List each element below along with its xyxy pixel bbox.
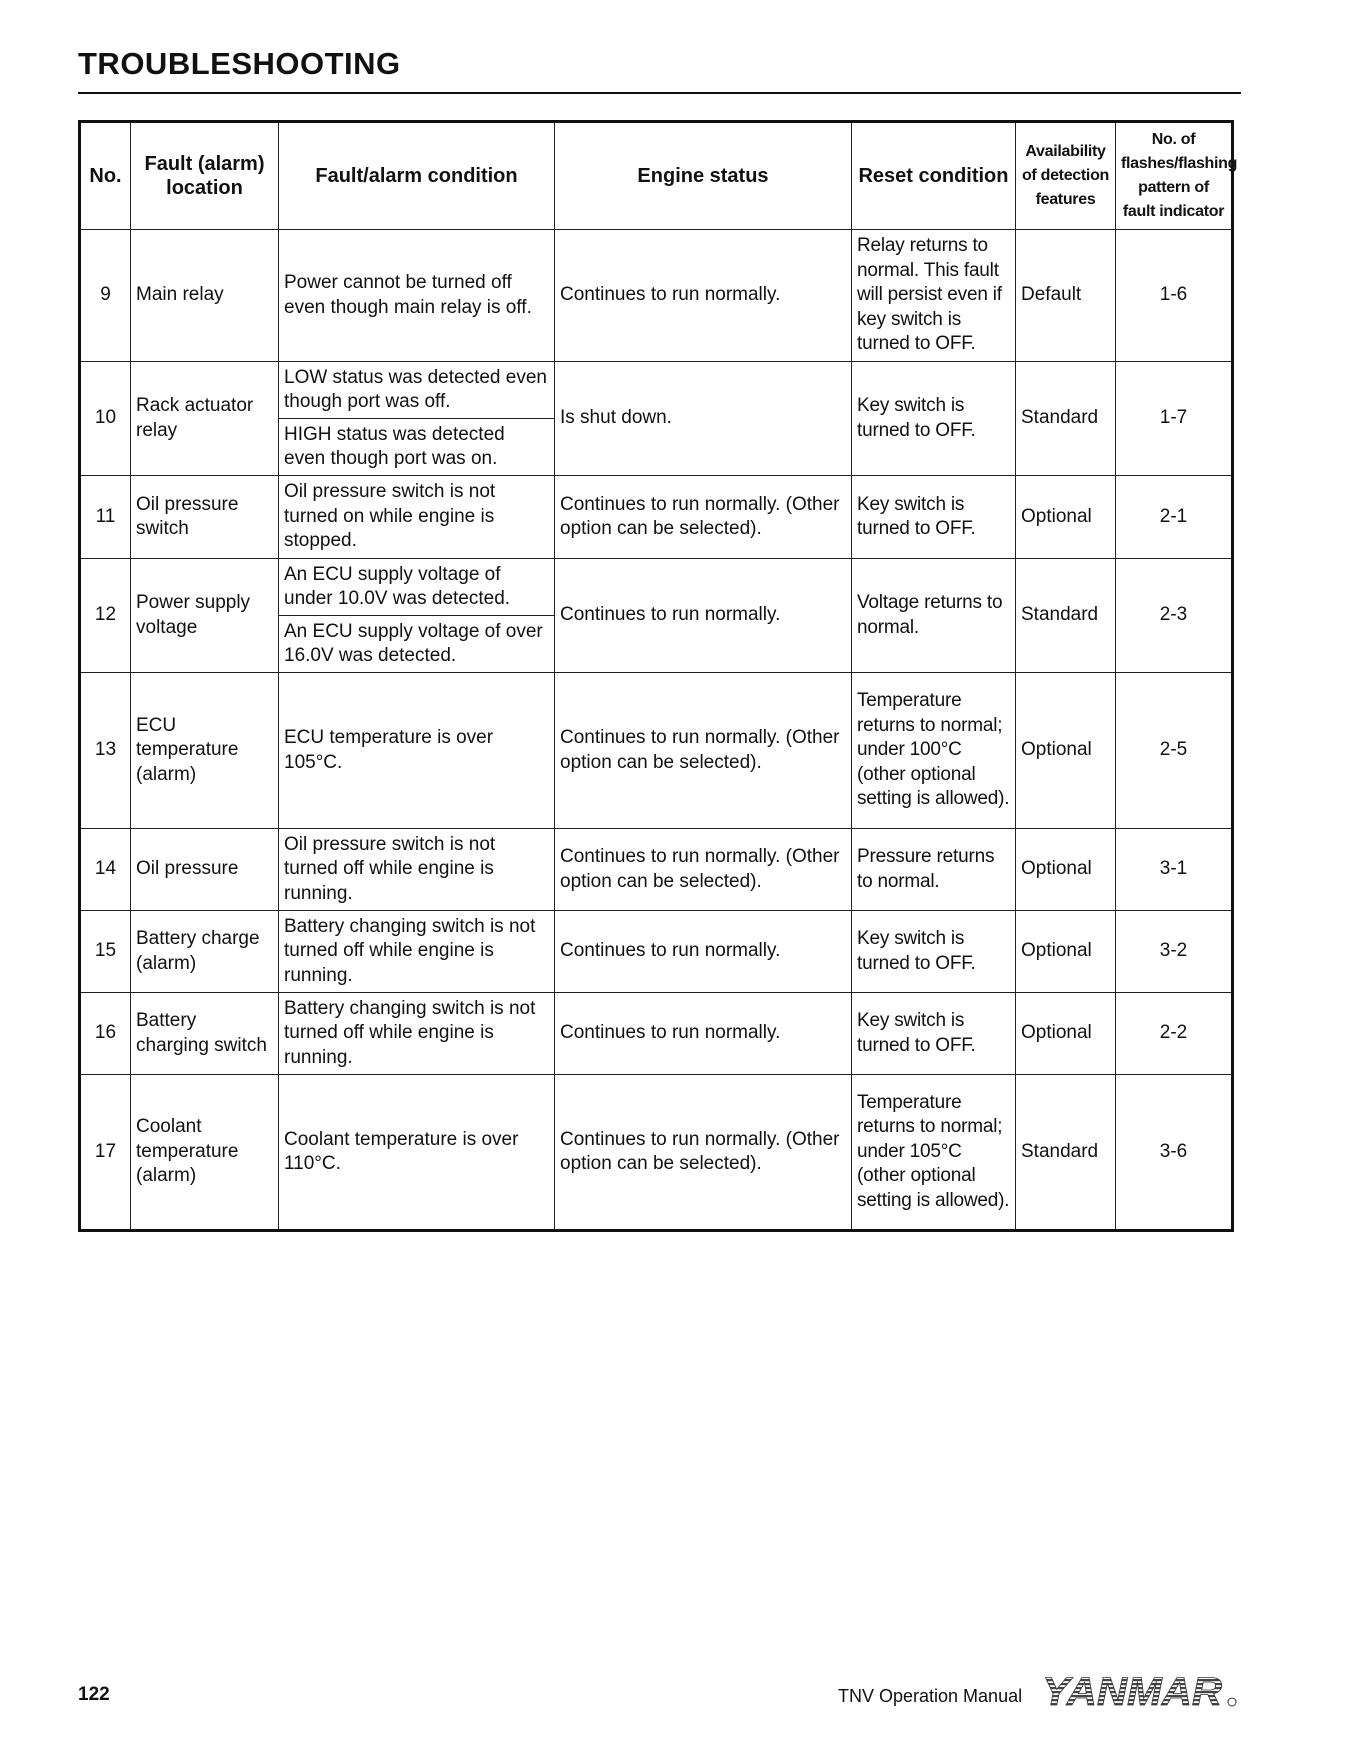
table-row — [80, 476, 1233, 559]
fault-location: Coolant temperature (alarm) — [131, 1075, 279, 1231]
fault-number: 11 — [80, 476, 131, 559]
table-row — [80, 829, 1233, 911]
fault-location: Battery charging switch — [131, 993, 279, 1075]
detection-availability: Default — [1016, 230, 1116, 362]
title-divider — [78, 92, 1241, 94]
fault-condition: ECU temperature is over 105°C. — [279, 673, 555, 829]
detection-availability: Optional — [1016, 476, 1116, 559]
fault-condition: Battery changing switch is not turned off while engine is running. — [279, 993, 555, 1075]
fault-condition: Coolant temperature is over 110°C. — [279, 1075, 555, 1231]
fault-location: ECU temperature (alarm) — [131, 673, 279, 829]
table-row — [80, 559, 1233, 616]
fault-number: 16 — [80, 993, 131, 1075]
fault-number: 17 — [80, 1075, 131, 1231]
fault-location: Power supply voltage — [131, 559, 279, 673]
fault-number: 15 — [80, 911, 131, 993]
column-header-location: Fault (alarm) location — [131, 122, 279, 230]
detection-availability: Standard — [1016, 362, 1116, 476]
flash-pattern: 3-6 — [1116, 1075, 1233, 1231]
detection-availability: Standard — [1016, 559, 1116, 673]
yanmar-logo — [1040, 1671, 1240, 1711]
registered-mark-icon — [1228, 1698, 1236, 1706]
reset-condition: Temperature returns to normal; under 100°C (other optional setting is allowed). — [852, 673, 1016, 829]
flash-pattern: 2-1 — [1116, 476, 1233, 559]
fault-location: Oil pressure switch — [131, 476, 279, 559]
engine-status: Continues to run normally. (Other option can be selected). — [555, 829, 852, 911]
reset-condition: Pressure returns to normal. — [852, 829, 1016, 911]
fault-number: 13 — [80, 673, 131, 829]
engine-status: Continues to run normally. — [555, 911, 852, 993]
detection-availability: Standard — [1016, 1075, 1116, 1231]
fault-location: Rack actuator relay — [131, 362, 279, 476]
flash-pattern: 1-7 — [1116, 362, 1233, 476]
fault-location: Oil pressure — [131, 829, 279, 911]
fault-condition: Battery changing switch is not turned off while engine is running. — [279, 911, 555, 993]
manual-title: TNV Operation Manual — [838, 1686, 1023, 1706]
engine-status: Continues to run normally. (Other option can be selected). — [555, 476, 852, 559]
fault-condition: HIGH status was detected even though port was on. — [279, 419, 555, 476]
fault-condition: Oil pressure switch is not turned on while engine is stopped. — [279, 476, 555, 559]
table-row — [80, 1075, 1233, 1231]
page-number: 122 — [78, 1684, 110, 1705]
fault-location: Main relay — [131, 230, 279, 362]
fault-number: 12 — [80, 559, 131, 673]
reset-condition: Key switch is turned to OFF. — [852, 911, 1016, 993]
engine-status: Is shut down. — [555, 362, 852, 476]
reset-condition: Temperature returns to normal; under 105°C (other optional setting is allowed). — [852, 1075, 1016, 1231]
page-title: TROUBLESHOOTING — [78, 46, 401, 81]
reset-condition: Key switch is turned to OFF. — [852, 362, 1016, 476]
column-header-reset: Reset condition — [852, 122, 1016, 230]
detection-availability: Optional — [1016, 993, 1116, 1075]
column-header-engine-status: Engine status — [555, 122, 852, 230]
detection-availability: Optional — [1016, 911, 1116, 993]
fault-number: 14 — [80, 829, 131, 911]
detection-availability: Optional — [1016, 673, 1116, 829]
flash-pattern: 2-2 — [1116, 993, 1233, 1075]
table-row — [80, 911, 1233, 993]
reset-condition: Key switch is turned to OFF. — [852, 993, 1016, 1075]
reset-condition: Key switch is turned to OFF. — [852, 476, 1016, 559]
table-header-row — [80, 122, 1233, 230]
logo-wordmark: YANMAR — [1042, 1671, 1223, 1711]
table-row — [80, 362, 1233, 419]
troubleshooting-table — [78, 120, 1238, 1232]
reset-condition: Relay returns to normal. This fault will persist even if key switch is turned to OFF. — [852, 230, 1016, 362]
column-header-availability: Availability of detection features — [1016, 122, 1116, 230]
engine-status: Continues to run normally. (Other option can be selected). — [555, 673, 852, 829]
fault-location: Battery charge (alarm) — [131, 911, 279, 993]
flash-pattern: 3-1 — [1116, 829, 1233, 911]
fault-number: 10 — [80, 362, 131, 476]
engine-status: Continues to run normally. — [555, 230, 852, 362]
fault-number: 9 — [80, 230, 131, 362]
fault-condition: An ECU supply voltage of under 10.0V was detected. — [279, 559, 555, 616]
fault-condition: An ECU supply voltage of over 16.0V was detected. — [279, 616, 555, 673]
engine-status: Continues to run normally. — [555, 559, 852, 673]
engine-status: Continues to run normally. (Other option can be selected). — [555, 1075, 852, 1231]
detection-availability: Optional — [1016, 829, 1116, 911]
column-header-no: No. — [80, 122, 131, 230]
column-header-flashes: No. of flashes/flashing pattern of fault indicator — [1116, 122, 1233, 230]
flash-pattern: 3-2 — [1116, 911, 1233, 993]
flash-pattern: 2-5 — [1116, 673, 1233, 829]
fault-condition: Oil pressure switch is not turned off while engine is running. — [279, 829, 555, 911]
reset-condition: Voltage returns to normal. — [852, 559, 1016, 673]
table-row — [80, 230, 1233, 362]
fault-condition: Power cannot be turned off even though main relay is off. — [279, 230, 555, 362]
fault-condition: LOW status was detected even though port was off. — [279, 362, 555, 419]
table-row — [80, 673, 1233, 829]
flash-pattern: 2-3 — [1116, 559, 1233, 673]
table-row — [80, 993, 1233, 1075]
column-header-condition: Fault/alarm condition — [279, 122, 555, 230]
engine-status: Continues to run normally. — [555, 993, 852, 1075]
flash-pattern: 1-6 — [1116, 230, 1233, 362]
